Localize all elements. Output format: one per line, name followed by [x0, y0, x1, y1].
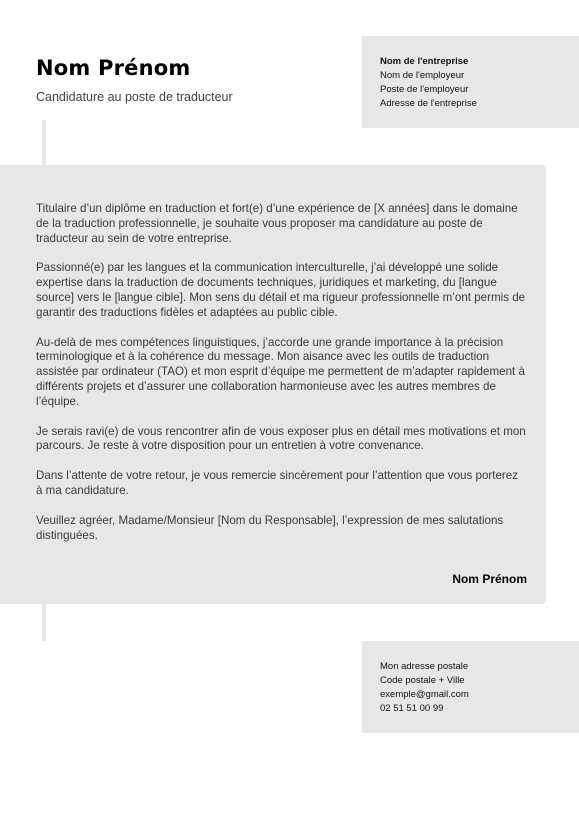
postal-code-city: Code postale + Ville — [380, 675, 465, 686]
employer-name: Nom de l'employeur — [380, 70, 465, 81]
company-info-box — [362, 36, 579, 128]
email-address: exemple@gmail.com — [380, 689, 469, 700]
letter-paragraph: Dans l’attente de votre retour, je vous remercie sincèrement pour l’attention que vous porterez à ma candidature. — [36, 469, 519, 497]
letter-paragraph: Titulaire d’un diplôme en traduction et fort(e) d’une expérience de [X années] dans le domaine de la traduction professionnelle, je souhaite vous proposer ma candidature au poste de traducteur au sein de votre entreprise. — [36, 202, 518, 245]
letter-paragraph: Je serais ravi(e) de vous rencontrer afin de vous exposer plus en détail mes motivations et mon parcours. Je reste à votre disposition pour un entretien à votre convenance. — [36, 424, 526, 453]
letter-body — [0, 165, 546, 604]
page-subtitle: Candidature au poste de traducteur — [36, 90, 233, 104]
decorative-line-bottom — [42, 604, 46, 641]
letter-paragraph: Veuillez agréer, Madame/Monsieur [Nom du Responsable], l’expression de mes salutations distinguées. — [36, 513, 504, 542]
company-name: Nom de l'entreprise — [380, 56, 469, 67]
postal-address: Mon adresse postale — [380, 661, 469, 672]
letter-paragraph: Passionné(e) par les langues et la communication interculturelle, j’ai développé une solide expertise dans la traduction de documents techniques, juridiques et marketing, du [langue source] vers le [langue cible]. Mon sens du détail et ma rigueur professionnelle m’ont permis de garantir des traductions fidèles et adaptées au public cible. — [36, 261, 526, 319]
phone-number: 02 51 51 00 99 — [380, 703, 444, 714]
contact-info-box — [362, 641, 579, 733]
letter-paragraph: Au-delà de mes compétences linguistiques, j’accorde une grande importance à la précision terminologique et à la cohérence du message. Mon aisance avec les outils de traduction assistée par ordinateur (TAO) et mon esprit d’équipe me permettent de m’adapter rapidement à différents projets et d’assurer une collaboration harmonieuse avec les autres membres de l’équipe. — [36, 335, 525, 408]
employer-position: Poste de l'employeur — [380, 84, 469, 95]
letter-signature: Nom Prénom — [452, 572, 527, 586]
company-address: Adresse de l'entreprise — [380, 98, 477, 109]
decorative-line-top — [42, 120, 46, 165]
applicant-name: Nom Prénom — [36, 56, 191, 80]
